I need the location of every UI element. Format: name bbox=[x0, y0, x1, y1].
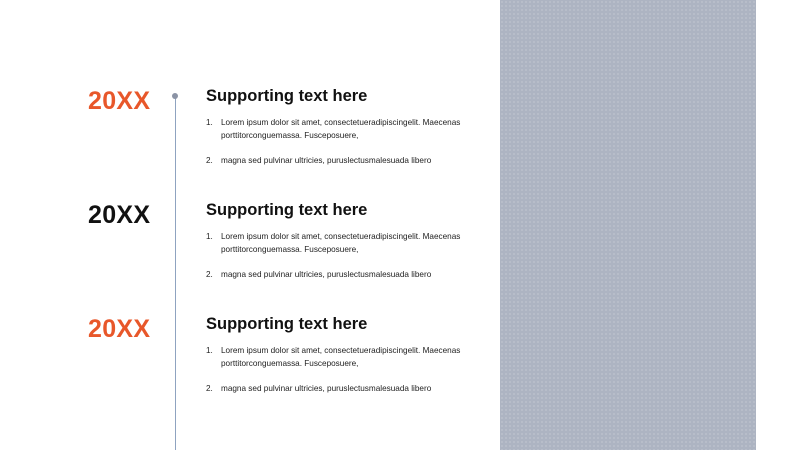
entry-heading: Supporting text here bbox=[206, 315, 368, 333]
list-item-number: 1. bbox=[206, 118, 213, 127]
list-item-number: 1. bbox=[206, 232, 213, 241]
list-item bbox=[206, 116, 476, 142]
list-item bbox=[206, 268, 476, 281]
list-item bbox=[206, 382, 476, 395]
list-item-number: 2. bbox=[206, 270, 213, 279]
list-item-text: Lorem ipsum dolor sit amet, consectetueradipiscingelit. Maecenas porttitorconguemassa. Fusceposuere, bbox=[221, 118, 461, 140]
entry-list bbox=[206, 230, 476, 281]
list-item-text: magna sed pulvinar ultricies, puruslectusmalesuada libero bbox=[221, 156, 432, 165]
list-item-text: magna sed pulvinar ultricies, puruslectusmalesuada libero bbox=[221, 384, 432, 393]
entry-heading: Supporting text here bbox=[206, 87, 368, 105]
list-item bbox=[206, 344, 476, 370]
list-item-number: 2. bbox=[206, 384, 213, 393]
entry-year: 20XX bbox=[88, 87, 151, 115]
list-item-text: Lorem ipsum dolor sit amet, consectetueradipiscingelit. Maecenas porttitorconguemassa. Fusceposuere, bbox=[221, 232, 461, 254]
timeline-entry-2 bbox=[0, 200, 500, 300]
list-item-number: 1. bbox=[206, 346, 213, 355]
list-item bbox=[206, 230, 476, 256]
entry-list bbox=[206, 116, 476, 167]
timeline-entry-1 bbox=[0, 86, 500, 186]
list-item-number: 2. bbox=[206, 156, 213, 165]
timeline-entry-3 bbox=[0, 314, 500, 414]
list-item bbox=[206, 154, 476, 167]
list-item-text: Lorem ipsum dolor sit amet, consectetueradipiscingelit. Maecenas porttitorconguemassa. Fusceposuere, bbox=[221, 346, 461, 368]
entry-heading: Supporting text here bbox=[206, 201, 368, 219]
textured-image-panel bbox=[500, 0, 756, 450]
entry-year: 20XX bbox=[88, 315, 151, 343]
list-item-text: magna sed pulvinar ultricies, puruslectusmalesuada libero bbox=[221, 270, 432, 279]
entry-list bbox=[206, 344, 476, 395]
entry-year: 20XX bbox=[88, 201, 151, 229]
